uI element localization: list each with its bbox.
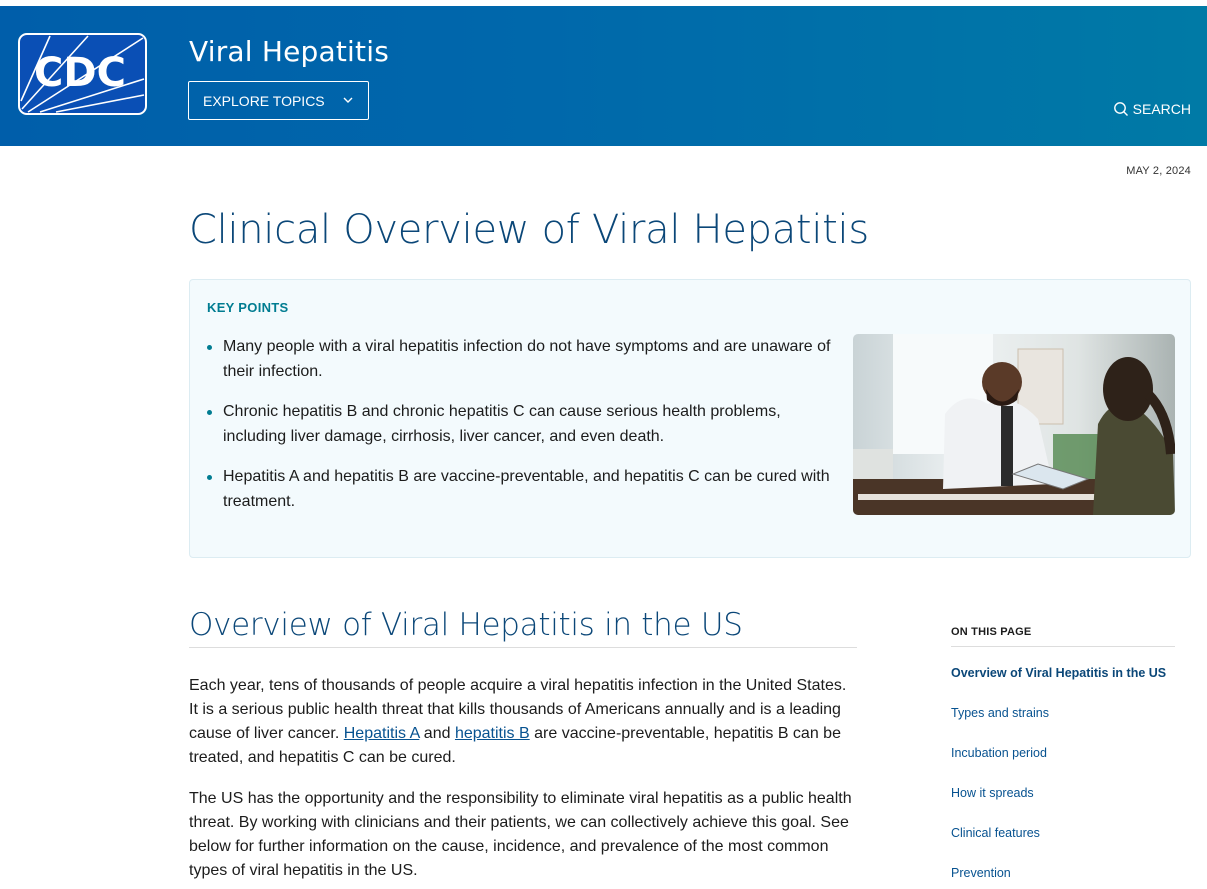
- search-button[interactable]: [1113, 101, 1191, 117]
- cdc-logo-icon: [18, 33, 147, 115]
- key-point-item: Many people with a viral hepatitis infection do not have symptoms and are unaware of their infection.: [206, 335, 836, 384]
- search-icon: [1113, 101, 1129, 117]
- hepatitis-b-link[interactable]: hepatitis B: [454, 725, 530, 742]
- on-this-page-list: [951, 666, 1175, 889]
- overview-paragraph-1: [189, 674, 859, 770]
- key-points-list: [206, 335, 836, 530]
- overview-body: [189, 674, 859, 889]
- search-label: SEARCH: [1132, 101, 1191, 117]
- publish-date: MAY 2, 2024: [1126, 165, 1191, 177]
- otp-link-incubation[interactable]: Incubation period: [951, 746, 1047, 760]
- explore-topics-button[interactable]: [188, 81, 369, 120]
- explore-topics-label: EXPLORE TOPICS: [203, 92, 325, 109]
- chevron-down-icon: [342, 94, 354, 106]
- on-this-page-nav: [951, 626, 1175, 889]
- on-this-page-label: ON THIS PAGE: [951, 626, 1175, 647]
- otp-link-overview[interactable]: Overview of Viral Hepatitis in the US: [951, 666, 1167, 680]
- svg-text:CDC: CDC: [34, 50, 126, 96]
- otp-link-types[interactable]: Types and strains: [951, 706, 1049, 720]
- page-title: Clinical Overview of Viral Hepatitis: [189, 207, 869, 253]
- section-title-overview: Overview of Viral Hepatitis in the US: [189, 607, 857, 648]
- key-point-item: Hepatitis A and hepatitis B are vaccine-preventable, and hepatitis C can be cured with treatment.: [206, 465, 836, 514]
- paragraph-text: Each year, tens of thousands of people acquire a viral hepatitis infection in the United States. It is a serious public health threat that kills thousands of Americans annually and is a leading cause of liver cancer.: [189, 677, 847, 742]
- paragraph-text: and: [419, 725, 455, 742]
- hepatitis-a-link[interactable]: Hepatitis A: [343, 725, 420, 742]
- doctor-patient-photo: [853, 334, 1175, 515]
- doctor-patient-image: [853, 334, 1175, 515]
- otp-link-clinical[interactable]: Clinical features: [951, 826, 1040, 840]
- site-header: [0, 6, 1207, 146]
- key-points-label: KEY POINTS: [207, 300, 289, 315]
- cdc-logo[interactable]: [18, 33, 147, 115]
- site-title[interactable]: Viral Hepatitis: [189, 35, 389, 68]
- overview-paragraph-2: The US has the opportunity and the responsibility to eliminate viral hepatitis as a public health threat. By working with clinicians and their patients, we can collectively achieve this goal. See below for further information on the cause, incidence, and prevalence of the most common types of viral hepatitis in the US.: [189, 790, 852, 879]
- key-point-item: Chronic hepatitis B and chronic hepatitis C can cause serious health problems, including liver damage, cirrhosis, liver cancer, and even death.: [206, 400, 836, 449]
- otp-link-prevention[interactable]: Prevention: [951, 866, 1011, 880]
- paragraph-text: are vaccine-preventable, hepatitis B can be treated, and hepatitis C can be cured.: [189, 725, 841, 766]
- key-points-box: [189, 279, 1191, 558]
- otp-link-spread[interactable]: How it spreads: [951, 786, 1034, 800]
